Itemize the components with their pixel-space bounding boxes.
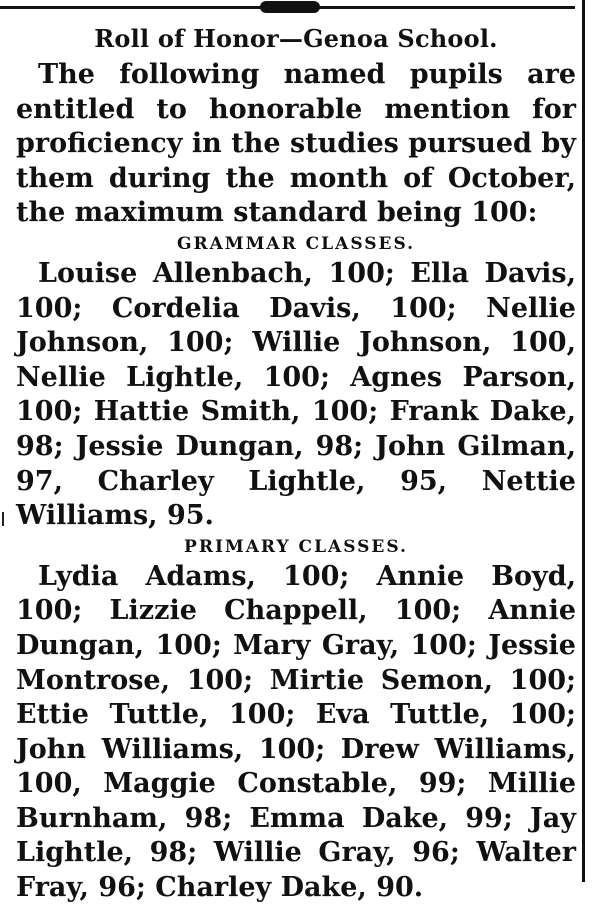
margin-mark bbox=[2, 512, 4, 526]
column-rule-ornament bbox=[260, 1, 320, 13]
section-heading: PRIMARY CLASSES. bbox=[184, 536, 408, 557]
section-text: Lydia Adams, 100; Annie Boyd, 100; Lizzie Chappell, 100; Annie Dungan, 100; Mary Gray, 100; Jessie Montrose, 100; Mirtie Semon, 100; Ettie Tuttle, 100; Eva Tuttle, 100; John Williams, 100; Drew Williams, 100, Maggie Constable, 99; Millie Burnham, 98; Emma Dake, 99; Jay Lightle, 98; Willie Gray, 96; Walter Fray, 96; Charley Dake, 90. bbox=[16, 560, 576, 904]
grammar-classes-section bbox=[16, 231, 576, 534]
section-text: Louise Allenbach, 100; Ella Davis, 100; Cordelia Davis, 100; Nellie Johnson, 100; Willie Johnson, 100, Nellie Lightle, 100; Agnes Parson, 100; Hattie Smith, 100; Frank Dake, 98; Jessie Dungan, 98; John Gilman, 97, Charley Lightle, 95, Nettie Williams, 95. bbox=[16, 257, 576, 532]
newspaper-article bbox=[16, 24, 576, 906]
article-title: Roll of Honor—Genoa School. bbox=[94, 24, 498, 53]
primary-classes-section bbox=[16, 534, 576, 906]
section-heading: GRAMMAR CLASSES. bbox=[176, 233, 416, 254]
column-divider-rule bbox=[582, 0, 585, 882]
article-intro: The following named pupils are entitled to honorable mention for proficiency in the studies pursued by them during the month of October, the maximum standard being 100: bbox=[16, 59, 576, 229]
